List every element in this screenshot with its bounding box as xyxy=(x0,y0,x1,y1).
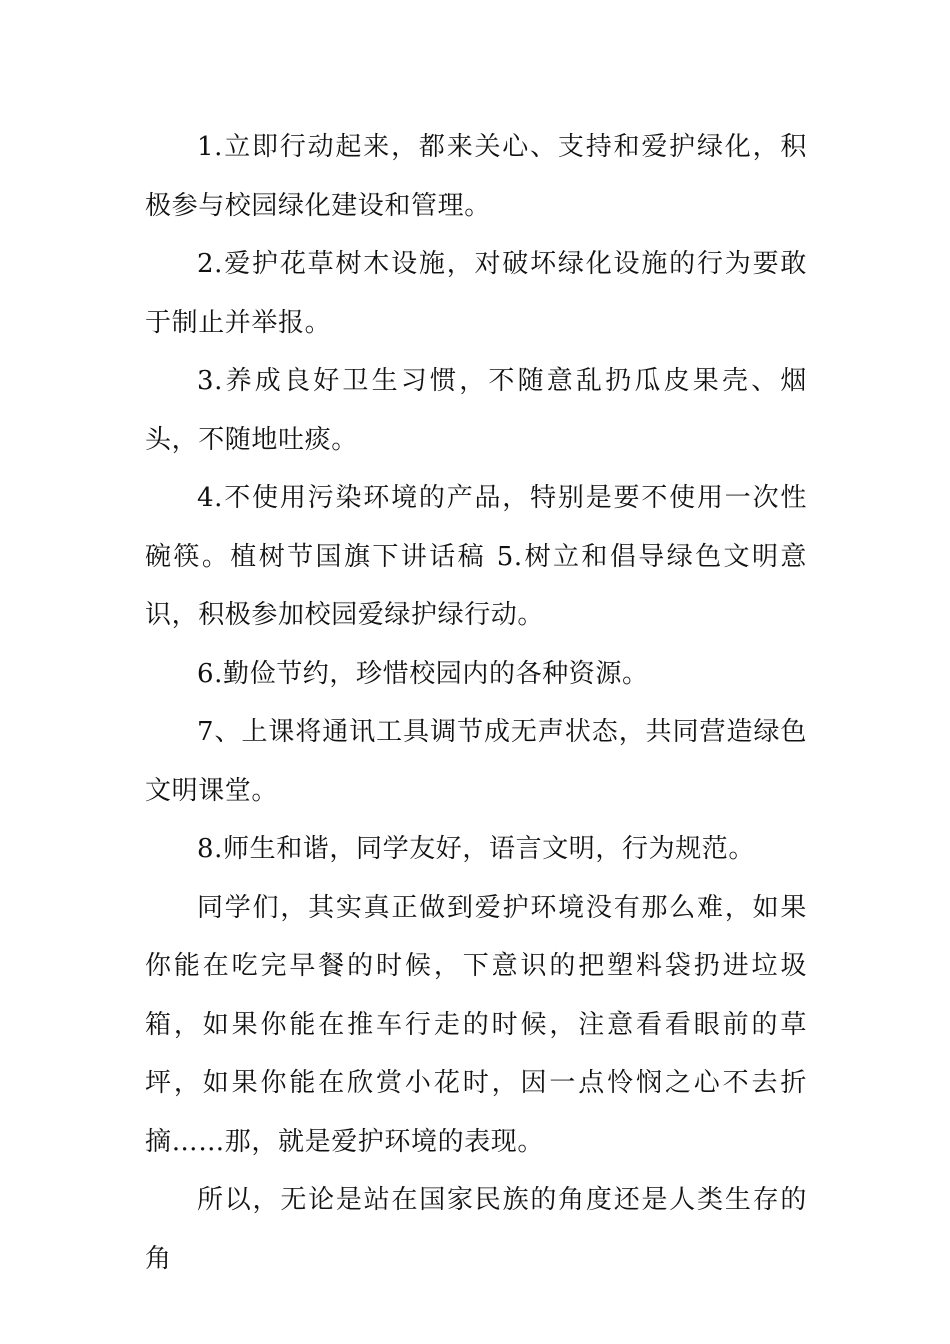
document-body xyxy=(145,118,807,1288)
paragraph-5: 6.勤俭节约，珍惜校园内的各种资源。 xyxy=(197,658,649,689)
paragraph-4: 4.不使用污染环境的产品，特别是要不使用一次性碗筷。植树节国旗下讲话稿 5.树立和倡导绿色文明意识，积极参加校园爱绿护绿行动。 xyxy=(145,483,807,630)
paragraph-8: 同学们，其实真正做到爱护环境没有那么难，如果你能在吃完早餐的时候，下意识的把塑料袋扔进垃圾箱，如果你能在推车行走的时候，注意看看眼前的草坪，如果你能在欣赏小花时，因一点怜悯之心不去折摘……那，就是爱护环境的表现。 xyxy=(145,892,807,1157)
paragraph-3: 3.养成良好卫生习惯，不随意乱扔瓜皮果壳、烟头，不随地吐痰。 xyxy=(145,366,807,455)
paragraph-2: 2.爱护花草树木设施，对破坏绿化设施的行为要敢于制止并举报。 xyxy=(145,249,807,338)
paragraph-1: 1.立即行动起来，都来关心、支持和爱护绿化，积极参与校园绿化建设和管理。 xyxy=(145,132,807,221)
paragraph-6: 7、上课将通讯工具调节成无声状态，共同营造绿色文明课堂。 xyxy=(145,717,807,806)
paragraph-9: 所以，无论是站在国家民族的角度还是人类生存的角 xyxy=(145,1185,807,1274)
paragraph-7: 8.师生和谐，同学友好，语言文明，行为规范。 xyxy=(197,834,756,864)
